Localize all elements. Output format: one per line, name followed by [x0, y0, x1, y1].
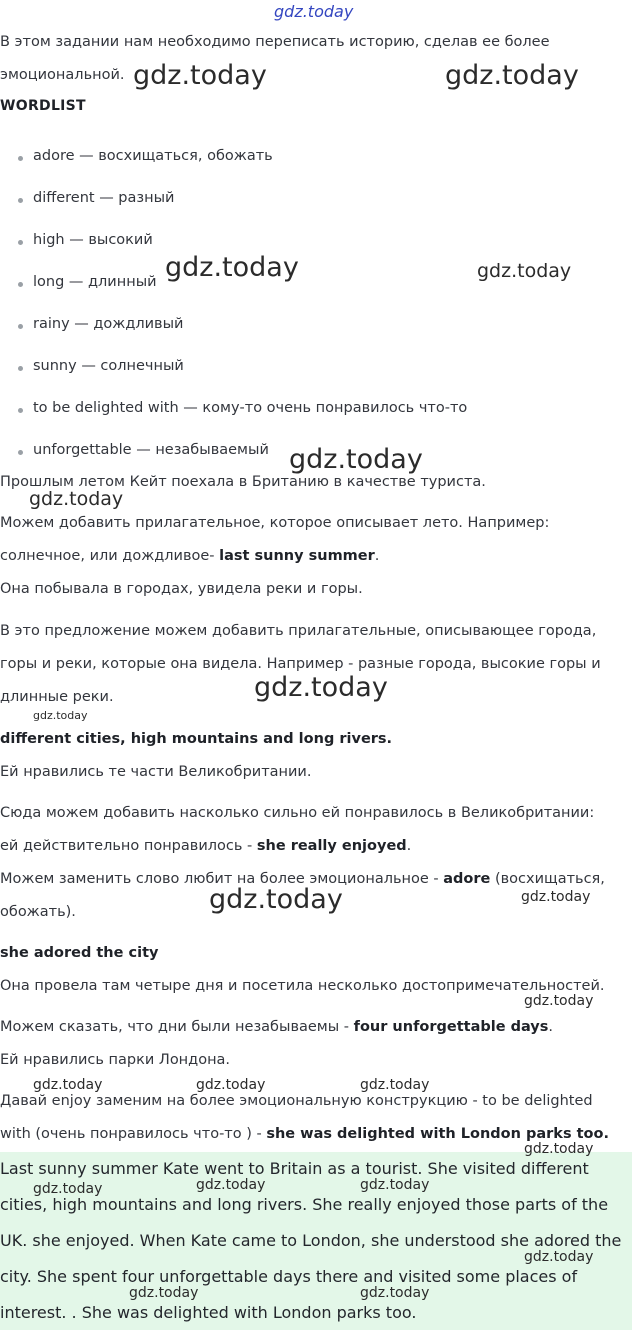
answer-line: Last sunny summer Kate went to Britain as a tourist. She visited different [0, 1159, 589, 1178]
text: ей действительно понравилось - [0, 838, 257, 854]
list-item: unforgettable — незабываемый [33, 442, 269, 458]
watermark: gdz.today [196, 1077, 266, 1093]
paragraph: горы и реки, которые она видела. Например - разные города, высокие горы и [0, 656, 601, 672]
watermark: gdz.today [209, 884, 343, 915]
text: . [548, 1019, 554, 1035]
wordlist-heading: WORDLIST [0, 98, 86, 114]
text: (восхищаться, [490, 871, 605, 887]
paragraph: Ей нравились парки Лондона. [0, 1052, 231, 1068]
list-item: high — высокий [33, 232, 153, 248]
bullet-icon [18, 198, 23, 203]
watermark: gdz.today [29, 488, 124, 510]
paragraph: Можем добавить прилагательное, которое описывает лето. Например: [0, 515, 550, 531]
bullet-icon [18, 156, 23, 161]
answer-line: UK. she enjoyed. When Kate came to London, she understood she adored the [0, 1231, 622, 1250]
bullet-icon [18, 282, 23, 287]
watermark: gdz.today [33, 1077, 103, 1093]
bullet-icon [18, 450, 23, 455]
list-item: different — разный [33, 190, 175, 206]
list-item: sunny — солнечный [33, 358, 184, 374]
bullet-icon [18, 366, 23, 371]
bullet-icon [18, 240, 23, 245]
answer-block [0, 1152, 632, 1330]
answer-line: cities, high mountains and long rivers. She really enjoyed those parts of the [0, 1195, 609, 1214]
text: . [374, 548, 380, 564]
watermark: gdz.today [360, 1285, 430, 1301]
paragraph: обожать). [0, 904, 76, 920]
watermark: gdz.today [33, 709, 88, 722]
site-logo[interactable]: gdz.today [274, 2, 354, 21]
watermark: gdz.today [477, 260, 572, 282]
watermark: gdz.today [524, 1141, 594, 1157]
text: with (очень понравилось что-то ) - [0, 1126, 267, 1142]
paragraph: Она провела там четыре дня и посетила несколько достопримечательностей. [0, 978, 605, 994]
watermark: gdz.today [133, 60, 267, 91]
text: Можем сказать, что дни были незабываемы - [0, 1019, 354, 1035]
watermark: gdz.today [524, 993, 594, 1009]
paragraph: длинные реки. [0, 689, 114, 705]
watermark: gdz.today [524, 1249, 594, 1265]
intro-line-2: эмоциональной. [0, 67, 125, 83]
bullet-icon [18, 324, 23, 329]
watermark: gdz.today [196, 1177, 266, 1193]
paragraph: Прошлым летом Кейт поехала в Британию в качестве туриста. [0, 474, 486, 490]
paragraph [0, 1019, 553, 1035]
paragraph: В это предложение можем добавить прилагательные, описывающее города, [0, 623, 597, 639]
bold-text: she really enjoyed [256, 838, 407, 854]
paragraph: Сюда можем добавить насколько сильно ей понравилось в Великобритании: [0, 805, 595, 821]
watermark: gdz.today [360, 1177, 430, 1193]
watermark: gdz.today [129, 1285, 199, 1301]
answer-line: city. She spent four unforgettable days there and visited some places of [0, 1267, 578, 1286]
text: солнечное, или дождливое- [0, 548, 220, 564]
watermark: gdz.today [521, 889, 591, 905]
intro-line-1: В этом задании нам необходимо переписать историю, сделав ее более [0, 34, 550, 50]
answer-line: interest. . She was delighted with London parks too. [0, 1303, 417, 1322]
list-item: rainy — дождливый [33, 316, 184, 332]
bold-line: she adored the city [0, 945, 159, 961]
list-item: adore — восхищаться, обожать [33, 148, 273, 164]
bold-text: adore [443, 871, 491, 887]
bold-text: four unforgettable days [353, 1019, 549, 1035]
paragraph [0, 838, 411, 854]
watermark: gdz.today [289, 444, 423, 475]
bold-text: last sunny summer [219, 548, 375, 564]
paragraph: Ей нравились те части Великобритании. [0, 764, 312, 780]
list-item: to be delighted with — кому-то очень понравилось что-то [33, 400, 468, 416]
watermark: gdz.today [360, 1077, 430, 1093]
watermark: gdz.today [165, 252, 299, 283]
paragraph: Давай enjoy заменим на более эмоциональную конструкцию - to be delighted [0, 1093, 593, 1109]
watermark: gdz.today [33, 1181, 103, 1197]
list-item: long — длинный [33, 274, 157, 290]
bullet-icon [18, 408, 23, 413]
text: . [406, 838, 412, 854]
paragraph [0, 548, 379, 564]
paragraph [0, 1126, 609, 1142]
watermark: gdz.today [254, 672, 388, 703]
text: Можем заменить слово любит на более эмоциональное - [0, 871, 444, 887]
bold-line: different cities, high mountains and long rivers. [0, 731, 393, 747]
paragraph: Она побывала в городах, увидела реки и горы. [0, 581, 363, 597]
watermark: gdz.today [445, 60, 579, 91]
bold-text: she was delighted with London parks too. [266, 1126, 609, 1142]
